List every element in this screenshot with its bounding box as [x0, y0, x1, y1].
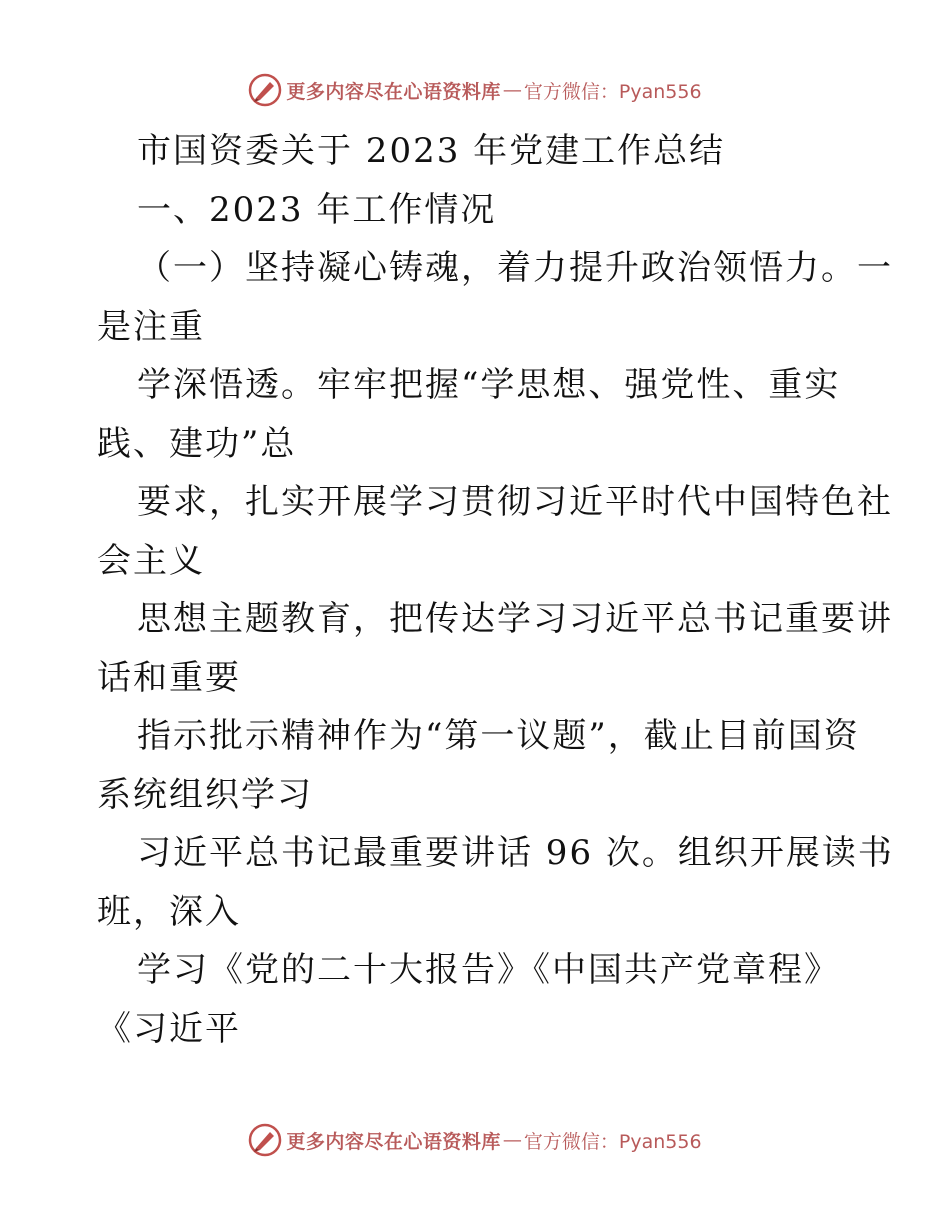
body-line: 是注重	[97, 306, 205, 347]
watermark-wechat-text: 官方微信：Pyan556	[523, 1130, 702, 1153]
body-line: 指示批示精神作为“第一议题”，截止目前国资	[137, 716, 860, 756]
watermark-wechat-text: 官方微信：Pyan556	[523, 80, 702, 103]
body-line: 学习《党的二十大报告》《中国共产党章程》	[137, 950, 840, 990]
watermark-site-text: 更多内容尽在心语资料库	[286, 80, 501, 103]
body-line: 《习近平	[97, 1008, 241, 1049]
header-watermark	[0, 70, 950, 110]
body-line: 系统组织学习	[97, 774, 313, 815]
document-title: 市国资委关于 2023 年党建工作总结	[137, 131, 726, 171]
body-line: 话和重要	[97, 657, 241, 698]
body-line: 要求，扎实开展学习贯彻习近平时代中国特色社	[137, 482, 893, 522]
body-line: 习近平总书记最重要讲话 96 次。组织开展读书	[137, 833, 894, 873]
body-line: 会主义	[97, 540, 205, 581]
body-line: （一）坚持凝心铸魂，着力提升政治领悟力。一	[137, 248, 893, 288]
watermark-dash: —	[502, 79, 522, 101]
section-heading: 一、2023 年工作情况	[137, 189, 497, 230]
body-line: 思想主题教育，把传达学习习近平总书记重要讲	[137, 599, 893, 639]
document-body	[97, 122, 894, 1058]
watermark-site-text: 更多内容尽在心语资料库	[286, 1130, 501, 1153]
footer-watermark	[0, 1120, 950, 1160]
watermark-dash: —	[502, 1129, 522, 1151]
body-line: 学深悟透。牢牢把握“学思想、强党性、重实	[137, 365, 841, 405]
pen-logo-icon	[248, 1123, 282, 1157]
body-line: 践、建功”总	[97, 423, 297, 464]
body-line: 班，深入	[97, 891, 241, 932]
pen-logo-icon	[248, 73, 282, 107]
